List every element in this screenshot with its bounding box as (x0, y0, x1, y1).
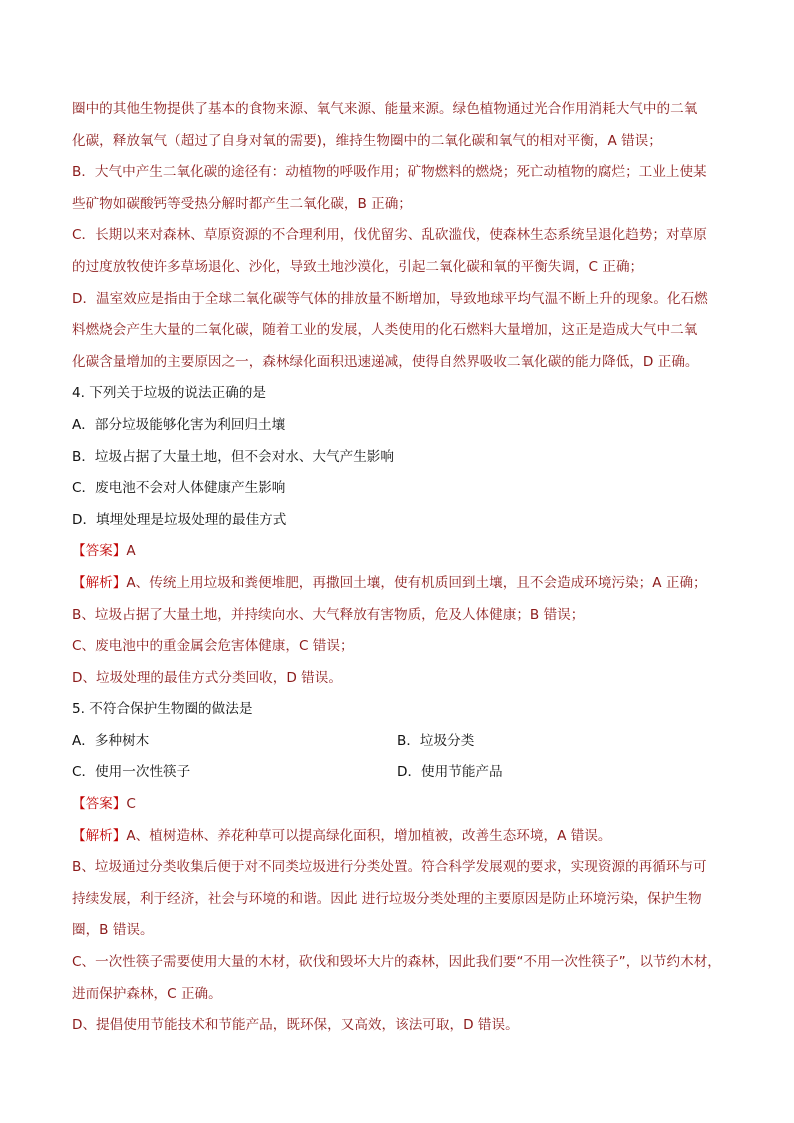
analysis-line: 持续发展，利于经济，社会与环境的和谐。因此 进行垃圾分类处理的主要原因是防止环境污染，保护生物 (72, 890, 702, 907)
answer-label: 【答案】 (72, 796, 127, 813)
answer-label: 【答案】 (72, 543, 127, 560)
analysis-line: 的过度放牧使许多草场退化、沙化，导致土地沙漠化，引起二氧化碳和氧的平衡失调，C 正确； (72, 258, 644, 275)
analysis-line: 料燃烧会产生大量的二氧化碳，随着工业的发展，人类使用的化石燃料大量增加，这正是造成大气中二氧 (72, 322, 698, 339)
question-4-answer (72, 536, 732, 568)
analysis-line: 进而保护森林，C 正确。 (72, 985, 222, 1002)
analysis-text: A、传统上用垃圾和粪便堆肥，再撒回土壤，使有机质回到土壤，且不会造成环境污染；A 正确； (126, 574, 707, 591)
question-5-option-c: C．使用一次性筷子 (72, 764, 191, 781)
question-5-options-row (72, 757, 732, 789)
analysis-line: B、垃圾通过分类收集后便于对不同类垃圾进行分类处置。符合科学发展观的要求，实现资源的再循环与可 (72, 859, 707, 876)
question-5-answer (72, 789, 732, 821)
question-5-options-row (72, 726, 732, 758)
analysis-line: 化碳含量增加的主要原因之一，森林绿化面积迅速递减，使得自然界吸收二氧化碳的能力降低，D 正确。 (72, 353, 699, 370)
analysis-line: D、垃圾处理的最佳方式分类回收，D 错误。 (72, 669, 342, 686)
analysis-line: B．大气中产生二氧化碳的途径有：动植物的呼吸作用；矿物燃料的燃烧；死亡动植物的腐烂；工业上使某 (72, 164, 707, 181)
analysis-text: A、植树造林、养花种草可以提高绿化面积，增加植被，改善生态环境，A 错误。 (126, 827, 612, 844)
question-4-option-c: C．废电池不会对人体健康产生影响 (72, 480, 286, 497)
question-4-analysis (72, 568, 732, 600)
question-5-analysis (72, 821, 732, 853)
analysis-line: C．长期以来对森林、草原资源的不合理利用，伐优留劣、乱砍滥伐，使森林生态系统呈退化趋势；对草原 (72, 227, 707, 244)
question-4-stem: 4. 下列关于垃圾的说法正确的是 (72, 385, 267, 402)
analysis-line: D、提倡使用节能技术和节能产品，既环保，又高效，该法可取，D 错误。 (72, 1017, 519, 1034)
analysis-label: 【解析】 (72, 574, 127, 591)
question-5-option-d: D．使用节能产品 (397, 764, 503, 781)
analysis-line: C、一次性筷子需要使用大量的木材，砍伐和毁坏大片的森林，因此我们要“不用一次性筷子”，以节约木材， (72, 954, 721, 971)
analysis-line: D．温室效应是指由于全球二氧化碳等气体的排放量不断增加，导致地球平均气温不断上升的现象。化石燃 (72, 290, 708, 307)
question-5-option-b: B．垃圾分类 (397, 732, 475, 749)
answer-value: A (126, 543, 136, 560)
analysis-line: 圈，B 错误。 (72, 922, 154, 939)
question-4-option-a: A．部分垃圾能够化害为利回归土壤 (72, 416, 286, 433)
analysis-line: 化碳，释放氧气（超过了自身对氧的需要)，维持生物圈中的二氧化碳和氧气的相对平衡，A 错误； (72, 132, 662, 149)
question-5-option-a: A．多种树木 (72, 732, 150, 749)
analysis-line: 些矿物如碳酸钙等受热分解时都产生二氧化碳，B 正确； (72, 195, 412, 212)
analysis-line: 圈中的其他生物提供了基本的食物来源、氧气来源、能量来源。绿色植物通过光合作用消耗大气中的二氧 (72, 101, 698, 117)
document-page (72, 94, 732, 1042)
analysis-line: C、废电池中的重金属会危害体健康，C 错误； (72, 638, 354, 655)
question-4-option-b: B．垃圾占据了大量土地，但不会对水、大气产生影响 (72, 448, 394, 465)
question-5-stem: 5. 不符合保护生物圈的做法是 (72, 701, 253, 718)
analysis-line: B、垃圾占据了大量土地，并持续向水、大气释放有害物质，危及人体健康；B 错误； (72, 606, 585, 623)
question-4-option-d: D．填埋处理是垃圾处理的最佳方式 (72, 511, 287, 528)
answer-value: C (126, 796, 136, 813)
analysis-label: 【解析】 (72, 827, 127, 844)
